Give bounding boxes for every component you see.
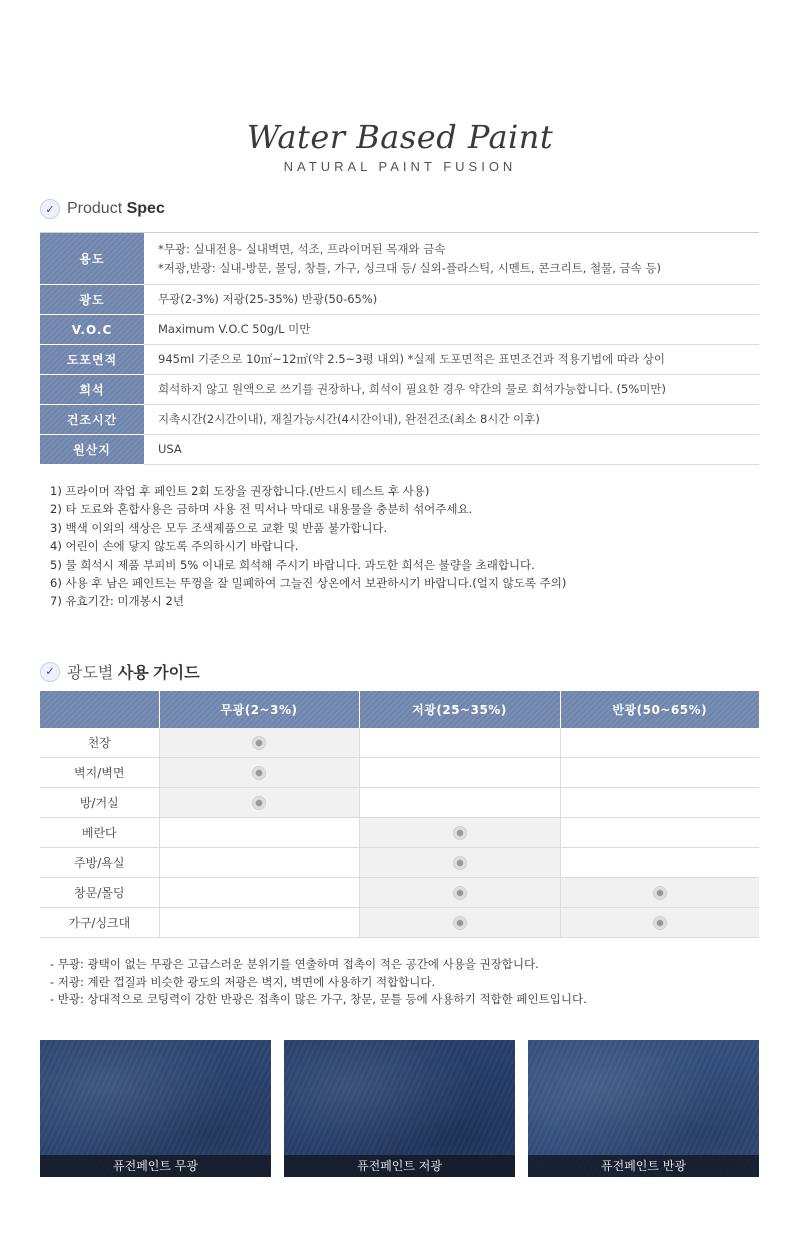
swatch-caption: 퓨전페인트 무광 — [40, 1155, 271, 1177]
guide-section-header — [40, 660, 200, 683]
spec-row — [40, 405, 759, 435]
spec-value — [144, 345, 759, 375]
spec-value-line: 희석하지 않고 원액으로 쓰기를 권장하나, 희석이 필요한 경우 약간의 물로 희석가능합니다. (5%미만) — [158, 382, 666, 396]
brand-subtitle: NATURAL PAINT FUSION — [283, 159, 517, 174]
spec-value — [144, 435, 759, 465]
guide-corner-header — [40, 691, 159, 728]
guide-column-header: 반광(50~65%) — [560, 691, 759, 728]
brand-title: Water Based Paint — [246, 118, 554, 156]
guide-row-label: 벽지/벽면 — [40, 758, 159, 788]
guide-row-label: 방/거실 — [40, 788, 159, 818]
spec-label: V.O.C — [40, 315, 144, 345]
guide-cell — [560, 908, 759, 938]
gloss-description: - 저광: 계란 껍질과 비슷한 광도의 저광은 벽지, 벽면에 사용하기 적합합니다. — [50, 974, 436, 989]
guide-section-title — [67, 660, 200, 683]
guide-cell — [560, 728, 759, 758]
spec-row — [40, 285, 759, 315]
recommended-dot-icon — [453, 826, 467, 840]
guide-row — [40, 818, 759, 848]
note-item: 2) 타 도료와 혼합사용은 금하며 사용 전 믹서나 막대로 내용물을 충분히 섞어주세요. — [50, 502, 473, 517]
recommended-dot-icon — [252, 736, 266, 750]
spec-label: 도포면적 — [40, 345, 144, 375]
usage-notes — [50, 482, 566, 611]
guide-cell — [560, 878, 759, 908]
spec-value-line: Maximum V.O.C 50g/L 미만 — [158, 322, 311, 336]
guide-cell — [359, 728, 560, 758]
check-icon: ✓ — [40, 662, 60, 682]
guide-row-label: 가구/싱크대 — [40, 908, 159, 938]
spec-value — [144, 315, 759, 345]
guide-row — [40, 788, 759, 818]
guide-cell — [159, 818, 359, 848]
spec-title-bold: Spec — [126, 200, 165, 217]
guide-cell — [560, 818, 759, 848]
spec-value — [144, 285, 759, 315]
recommended-dot-icon — [453, 886, 467, 900]
spec-section-title — [67, 200, 165, 218]
guide-title-bold: 사용 가이드 — [117, 665, 200, 682]
paint-swatch — [528, 1040, 759, 1177]
guide-row — [40, 878, 759, 908]
spec-row — [40, 375, 759, 405]
note-item: 6) 사용 후 남은 페인트는 뚜껑을 잘 밀폐하여 그늘진 상온에서 보관하시기 바랍니다.(얼지 않도록 주의) — [50, 576, 567, 591]
guide-row-label: 천장 — [40, 728, 159, 758]
guide-row — [40, 908, 759, 938]
spec-value-line: 지촉시간(2시간이내), 재칠가능시간(4시간이내), 완전건조(최소 8시간 이후) — [158, 412, 540, 426]
guide-column-header: 무광(2~3%) — [159, 691, 359, 728]
spec-label: 광도 — [40, 285, 144, 315]
guide-cell — [359, 758, 560, 788]
spec-label: 용도 — [40, 233, 144, 285]
spec-value-line: USA — [158, 442, 182, 456]
guide-row — [40, 728, 759, 758]
guide-row — [40, 758, 759, 788]
recommended-dot-icon — [653, 886, 667, 900]
guide-cell — [359, 848, 560, 878]
spec-value-line: *무광: 실내전용- 실내벽면, 석조, 프라이머된 목재와 금속 — [158, 241, 446, 256]
guide-cell — [359, 908, 560, 938]
spec-table — [40, 232, 759, 465]
gloss-description: - 반광: 상대적으로 코팅력이 강한 반광은 접촉이 많은 가구, 창문, 문틀 등에 사용하기 적합한 페인트입니다. — [50, 992, 587, 1006]
guide-cell — [159, 728, 359, 758]
note-item: 4) 어린이 손에 닿지 않도록 주의하시기 바랍니다. — [50, 539, 299, 554]
recommended-dot-icon — [252, 766, 266, 780]
guide-column-header: 저광(25~35%) — [359, 691, 560, 728]
spec-label: 건조시간 — [40, 405, 144, 435]
guide-cell — [560, 758, 759, 788]
spec-row — [40, 233, 759, 285]
guide-title-light: 광도별 — [67, 665, 114, 682]
guide-cell — [359, 878, 560, 908]
check-icon: ✓ — [40, 199, 60, 219]
guide-cell — [159, 848, 359, 878]
guide-cell — [560, 788, 759, 818]
spec-value — [144, 375, 759, 405]
guide-row-label: 베란다 — [40, 818, 159, 848]
guide-cell — [159, 758, 359, 788]
guide-row — [40, 848, 759, 878]
recommended-dot-icon — [653, 916, 667, 930]
spec-title-light: Product — [67, 200, 123, 217]
paint-swatch — [284, 1040, 515, 1177]
guide-row-label: 주방/욕실 — [40, 848, 159, 878]
spec-label: 희석 — [40, 375, 144, 405]
gloss-descriptions — [50, 956, 587, 1009]
recommended-dot-icon — [453, 856, 467, 870]
spec-value-line: 945ml 기준으로 10㎡~12㎡(약 2.5~3평 내외) *실제 도포면적은 표면조건과 적용기법에 따라 상이 — [158, 352, 665, 366]
guide-cell — [359, 818, 560, 848]
note-item: 5) 물 희석시 제품 부피비 5% 이내로 희석해 주시기 바랍니다. 과도한 희석은 불량을 초래합니다. — [50, 557, 535, 572]
spec-value — [144, 405, 759, 435]
gloss-description: - 무광: 광택이 없는 무광은 고급스러운 분위기를 연출하며 접촉이 적은 공간에 사용을 권장합니다. — [50, 957, 539, 971]
spec-label: 원산지 — [40, 435, 144, 465]
gloss-guide-table — [40, 691, 759, 938]
guide-row-label: 창문/몰딩 — [40, 878, 159, 908]
spec-value — [144, 233, 759, 285]
swatch-caption: 퓨전페인트 저광 — [284, 1155, 515, 1177]
guide-cell — [359, 788, 560, 818]
guide-cell — [159, 908, 359, 938]
note-item: 1) 프라이머 작업 후 페인트 2회 도장을 권장합니다.(반드시 테스트 후 사용) — [50, 484, 430, 498]
spec-row — [40, 345, 759, 375]
spec-row — [40, 435, 759, 465]
spec-value-line: 무광(2-3%) 저광(25-35%) 반광(50-65%) — [158, 292, 378, 306]
guide-cell — [560, 848, 759, 878]
guide-cell — [159, 878, 359, 908]
note-item: 7) 유효기간: 미개봉시 2년 — [50, 594, 184, 609]
swatch-caption: 퓨전페인트 반광 — [528, 1155, 759, 1177]
recommended-dot-icon — [453, 916, 467, 930]
guide-cell — [159, 788, 359, 818]
spec-value-line: *저광,반광: 실내-방문, 몰딩, 창틀, 가구, 싱크대 등/ 실외-플라스틱, 시멘트, 콘크리트, 철물, 금속 등) — [158, 260, 661, 275]
spec-row — [40, 315, 759, 345]
recommended-dot-icon — [252, 796, 266, 810]
paint-swatch — [40, 1040, 271, 1177]
note-item: 3) 백색 이외의 색상은 모두 조색제품으로 교환 및 반품 불가합니다. — [50, 520, 388, 535]
spec-section-header — [40, 199, 165, 219]
